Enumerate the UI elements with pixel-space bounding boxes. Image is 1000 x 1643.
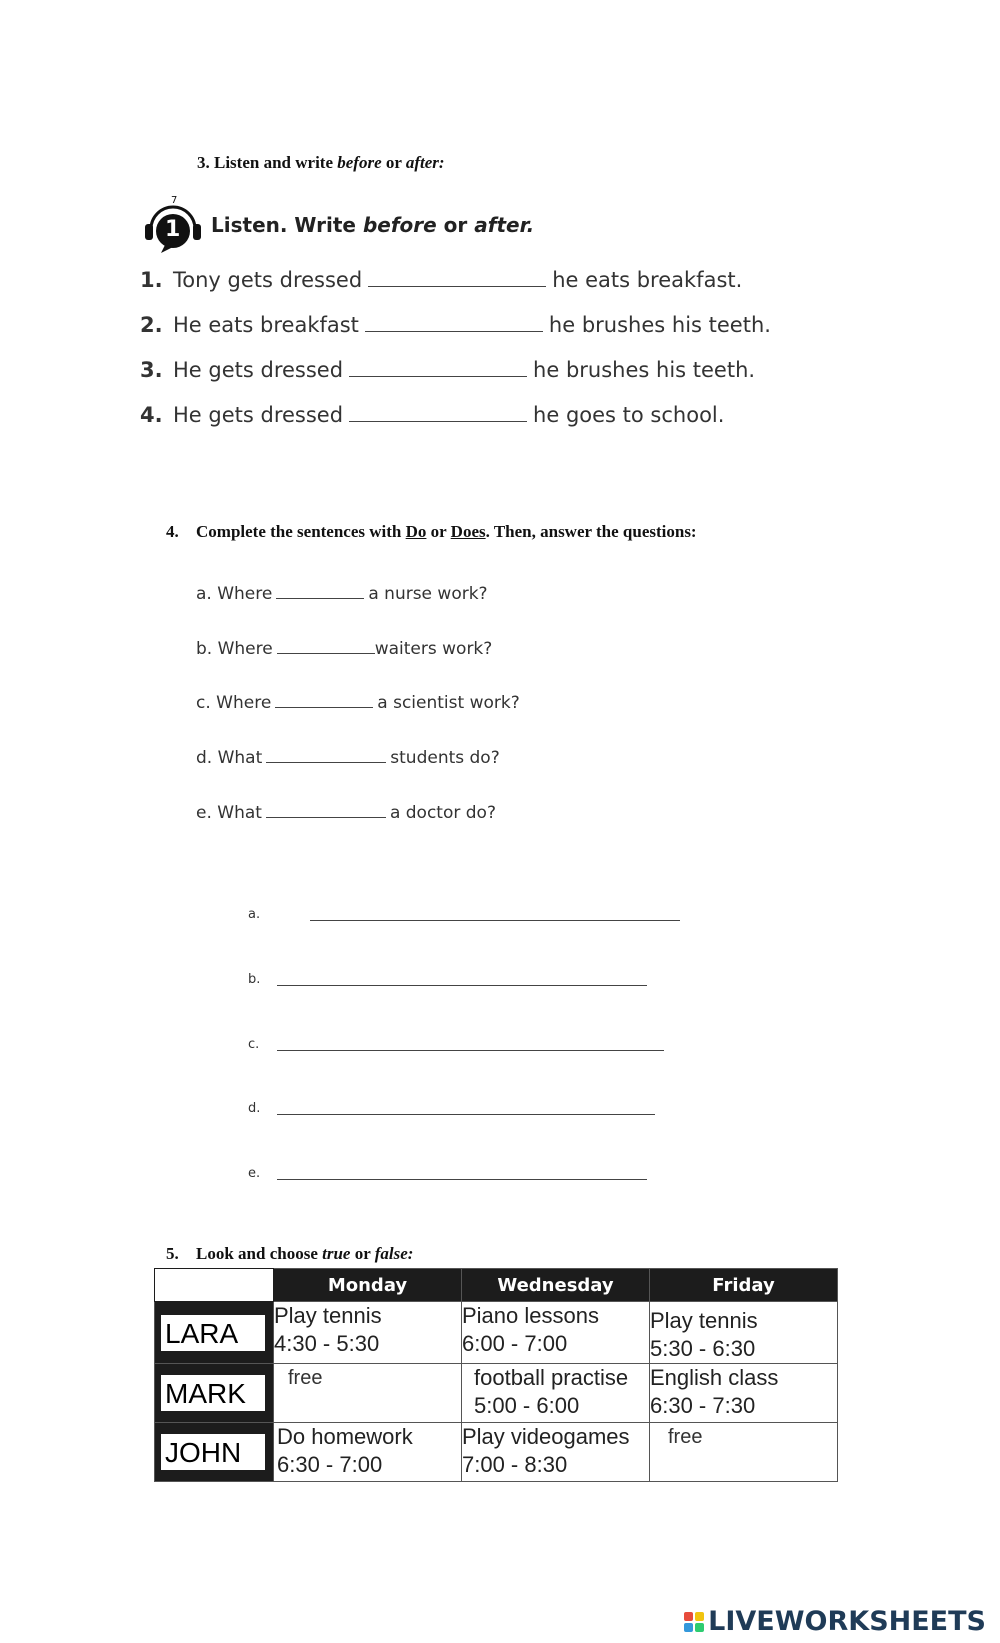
word-do: Do (405, 522, 427, 541)
table-header-row (155, 1269, 838, 1302)
exercise-3-item (140, 313, 771, 337)
table-row (155, 1302, 838, 1364)
answer-line[interactable] (310, 920, 680, 921)
exercise-5-heading (166, 1244, 413, 1264)
answer-line[interactable] (277, 985, 647, 986)
word-or: or (430, 522, 447, 541)
heading-text: Look and choose (196, 1244, 318, 1263)
schedule-cell (274, 1423, 462, 1482)
activity: football practise (474, 1365, 629, 1390)
question-start: c. Where (196, 693, 272, 713)
question-blank[interactable] (266, 748, 386, 763)
activity: Play videogames (462, 1424, 630, 1449)
exercise-3-item (140, 358, 755, 382)
answer-blank[interactable] (368, 268, 546, 287)
item-number: 3. (140, 358, 163, 382)
item-end: he goes to school. (533, 403, 725, 427)
item-end: he brushes his teeth. (548, 313, 771, 337)
time: 5:30 - 6:30 (650, 1336, 756, 1361)
word-after: after: (405, 153, 445, 172)
question-end: students do? (390, 748, 500, 768)
liveworksheets-logo[interactable] (684, 1606, 986, 1637)
question-line (196, 748, 500, 768)
question-line (196, 803, 496, 823)
item-end: he brushes his teeth. (533, 358, 756, 382)
question-blank[interactable] (277, 639, 375, 654)
answer-line[interactable] (277, 1179, 647, 1180)
schedule-cell (462, 1364, 650, 1423)
answer-line[interactable] (277, 1114, 655, 1115)
activity: Play tennis (650, 1308, 758, 1333)
answer-blank[interactable] (349, 358, 527, 377)
activity: Play tennis (274, 1303, 382, 1328)
answer-label: d. (248, 1101, 261, 1116)
row-header (155, 1423, 274, 1482)
question-blank[interactable] (275, 693, 373, 708)
student-name: LARA (161, 1315, 265, 1351)
answer-label: c. (248, 1037, 260, 1052)
column-header-friday: Friday (650, 1269, 838, 1302)
item-number: 4. (140, 403, 163, 427)
exercise-3-heading-text: 3. Listen and write (197, 153, 333, 172)
listen-title-before: before (362, 213, 437, 237)
heading-text: Complete the sentences with (196, 522, 402, 541)
word-or: or (385, 153, 402, 172)
answer-blank[interactable] (349, 403, 527, 422)
question-line (196, 639, 492, 659)
item-start: Tony gets dressed (173, 268, 363, 292)
logo-square-green (695, 1623, 704, 1632)
item-start: He gets dressed (173, 403, 344, 427)
question-start: e. What (196, 803, 262, 823)
question-line (196, 584, 488, 604)
listen-title-start: Listen. Write (211, 213, 356, 237)
listen-title-after: after. (474, 213, 535, 237)
activity: English class (650, 1365, 779, 1390)
time: 6:30 - 7:30 (650, 1393, 756, 1418)
schedule-cell (462, 1302, 650, 1364)
headphones-icon[interactable] (143, 195, 205, 255)
table-row (155, 1364, 838, 1423)
student-name: MARK (161, 1375, 265, 1411)
word-before: before (337, 153, 382, 172)
item-number: 2. (140, 313, 163, 337)
time: 4:30 - 5:30 (274, 1331, 380, 1356)
answer-label: b. (248, 972, 261, 987)
column-header-monday: Monday (274, 1269, 462, 1302)
exercise-4-heading (166, 522, 697, 542)
listen-title-or: or (443, 213, 468, 237)
time: 5:00 - 6:00 (474, 1393, 580, 1418)
word-true: true (322, 1244, 351, 1263)
answer-label: e. (248, 1166, 261, 1181)
schedule-table (154, 1268, 838, 1482)
activity: Do homework (277, 1424, 413, 1449)
logo-text: LIVEWORKSHEETS (708, 1606, 986, 1637)
logo-mark-icon (684, 1612, 704, 1632)
activity: free (668, 1426, 703, 1448)
schedule-cell (650, 1302, 838, 1364)
row-header (155, 1302, 274, 1364)
row-header (155, 1364, 274, 1423)
time: 6:30 - 7:00 (277, 1452, 383, 1477)
word-false: false: (374, 1244, 414, 1263)
time: 6:00 - 7:00 (462, 1331, 568, 1356)
question-end: waiters work? (374, 639, 493, 659)
question-line (196, 693, 520, 713)
activity: free (288, 1367, 323, 1389)
table-row (155, 1423, 838, 1482)
answer-blank[interactable] (365, 313, 543, 332)
schedule-cell (650, 1364, 838, 1423)
word-or: or (354, 1244, 371, 1263)
schedule-cell (274, 1302, 462, 1364)
logo-square-red (684, 1612, 693, 1621)
logo-square-blue (684, 1623, 693, 1632)
schedule-cell (650, 1423, 838, 1482)
question-start: b. Where (196, 639, 273, 659)
answer-line[interactable] (277, 1050, 664, 1051)
exercise-number: 5. (166, 1244, 179, 1263)
track-number: 7 (171, 195, 178, 206)
schedule-cell (462, 1423, 650, 1482)
word-does: Does (450, 522, 486, 541)
question-blank[interactable] (276, 584, 364, 599)
listen-title (211, 213, 534, 237)
item-start: He gets dressed (173, 358, 344, 382)
answer-label: a. (248, 907, 261, 922)
item-end: he eats breakfast. (552, 268, 743, 292)
question-start: a. Where (196, 584, 273, 604)
student-name: JOHN (161, 1434, 265, 1470)
logo-square-yellow (695, 1612, 704, 1621)
question-end: a doctor do? (389, 803, 496, 823)
exercise-3-heading (197, 153, 445, 173)
heading-suffix: . Then, answer the questions: (485, 522, 697, 541)
badge-number: 1 (165, 217, 181, 242)
question-end: a scientist work? (377, 693, 520, 713)
exercise-3-item (140, 268, 742, 292)
activity: Piano lessons (462, 1303, 599, 1328)
exercise-number: 4. (166, 522, 179, 541)
item-start: He eats breakfast (173, 313, 359, 337)
question-end: a nurse work? (368, 584, 488, 604)
schedule-cell (274, 1364, 462, 1423)
column-header-wednesday: Wednesday (462, 1269, 650, 1302)
question-start: d. What (196, 748, 263, 768)
table-corner-cell (155, 1269, 274, 1302)
item-number: 1. (140, 268, 163, 292)
exercise-3-item (140, 403, 724, 427)
time: 7:00 - 8:30 (462, 1452, 568, 1477)
question-blank[interactable] (266, 803, 386, 818)
